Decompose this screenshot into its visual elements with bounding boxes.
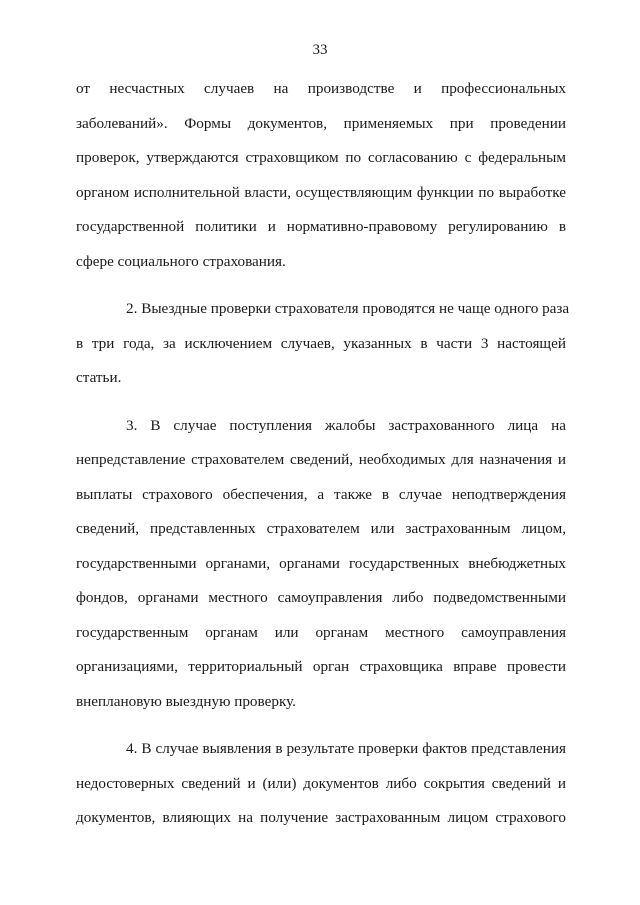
text-line: 2. Выездные проверки страхователя проводятся не чаще одного раза	[126, 300, 570, 317]
text-line: органом исполнительной власти, осуществляющим функции по выработке	[76, 183, 566, 201]
text-line: государственной политики и нормативно-правовому регулированию в	[76, 218, 566, 235]
text-line: государственным органам или органам местного самоуправления	[76, 623, 566, 641]
paragraph-continuation	[76, 80, 566, 287]
text-line: 4. В случае выявления в результате проверки фактов представления	[126, 740, 566, 757]
text-line: 3. В случае поступления жалобы застрахованного лица на	[126, 416, 566, 434]
text-line: заболеваний». Формы документов, применяемых при проведении	[76, 114, 566, 132]
text-line: от несчастных случаев на производстве и профессиональных	[76, 80, 566, 97]
text-line: сведений, представленных страхователем или застрахованным лицом,	[76, 520, 566, 537]
text-line: государственными органами, органами государственных внебюджетных	[76, 554, 566, 572]
text-line: проверок, утверждаются страховщиком по согласованию с федеральным	[76, 149, 566, 166]
text-line: непредставление страхователем сведений, необходимых для назначения и	[76, 451, 566, 468]
text-line: выплаты страхового обеспечения, а также в случае неподтверждения	[76, 485, 566, 503]
text-line: недостоверных сведений и (или) документов либо сокрытия сведений и	[76, 774, 566, 792]
text-line: внеплановую выездную проверку.	[76, 692, 296, 710]
paragraph-3	[76, 417, 566, 728]
paragraph-4	[76, 740, 566, 844]
text-line: организациями, территориальный орган страховщика вправе провести	[76, 658, 566, 675]
text-line: сфере социального страхования.	[76, 252, 286, 270]
text-line: в три года, за исключением случаев, указанных в части 3 настоящей	[76, 334, 566, 352]
text-line: статьи.	[76, 369, 122, 386]
page-number: 33	[312, 42, 328, 58]
text-line: фондов, органами местного самоуправления либо подведомственными	[76, 589, 566, 606]
paragraph-2	[76, 300, 570, 404]
text-line: документов, влияющих на получение застрахованным лицом страхового	[76, 809, 566, 826]
document-body	[76, 80, 570, 844]
